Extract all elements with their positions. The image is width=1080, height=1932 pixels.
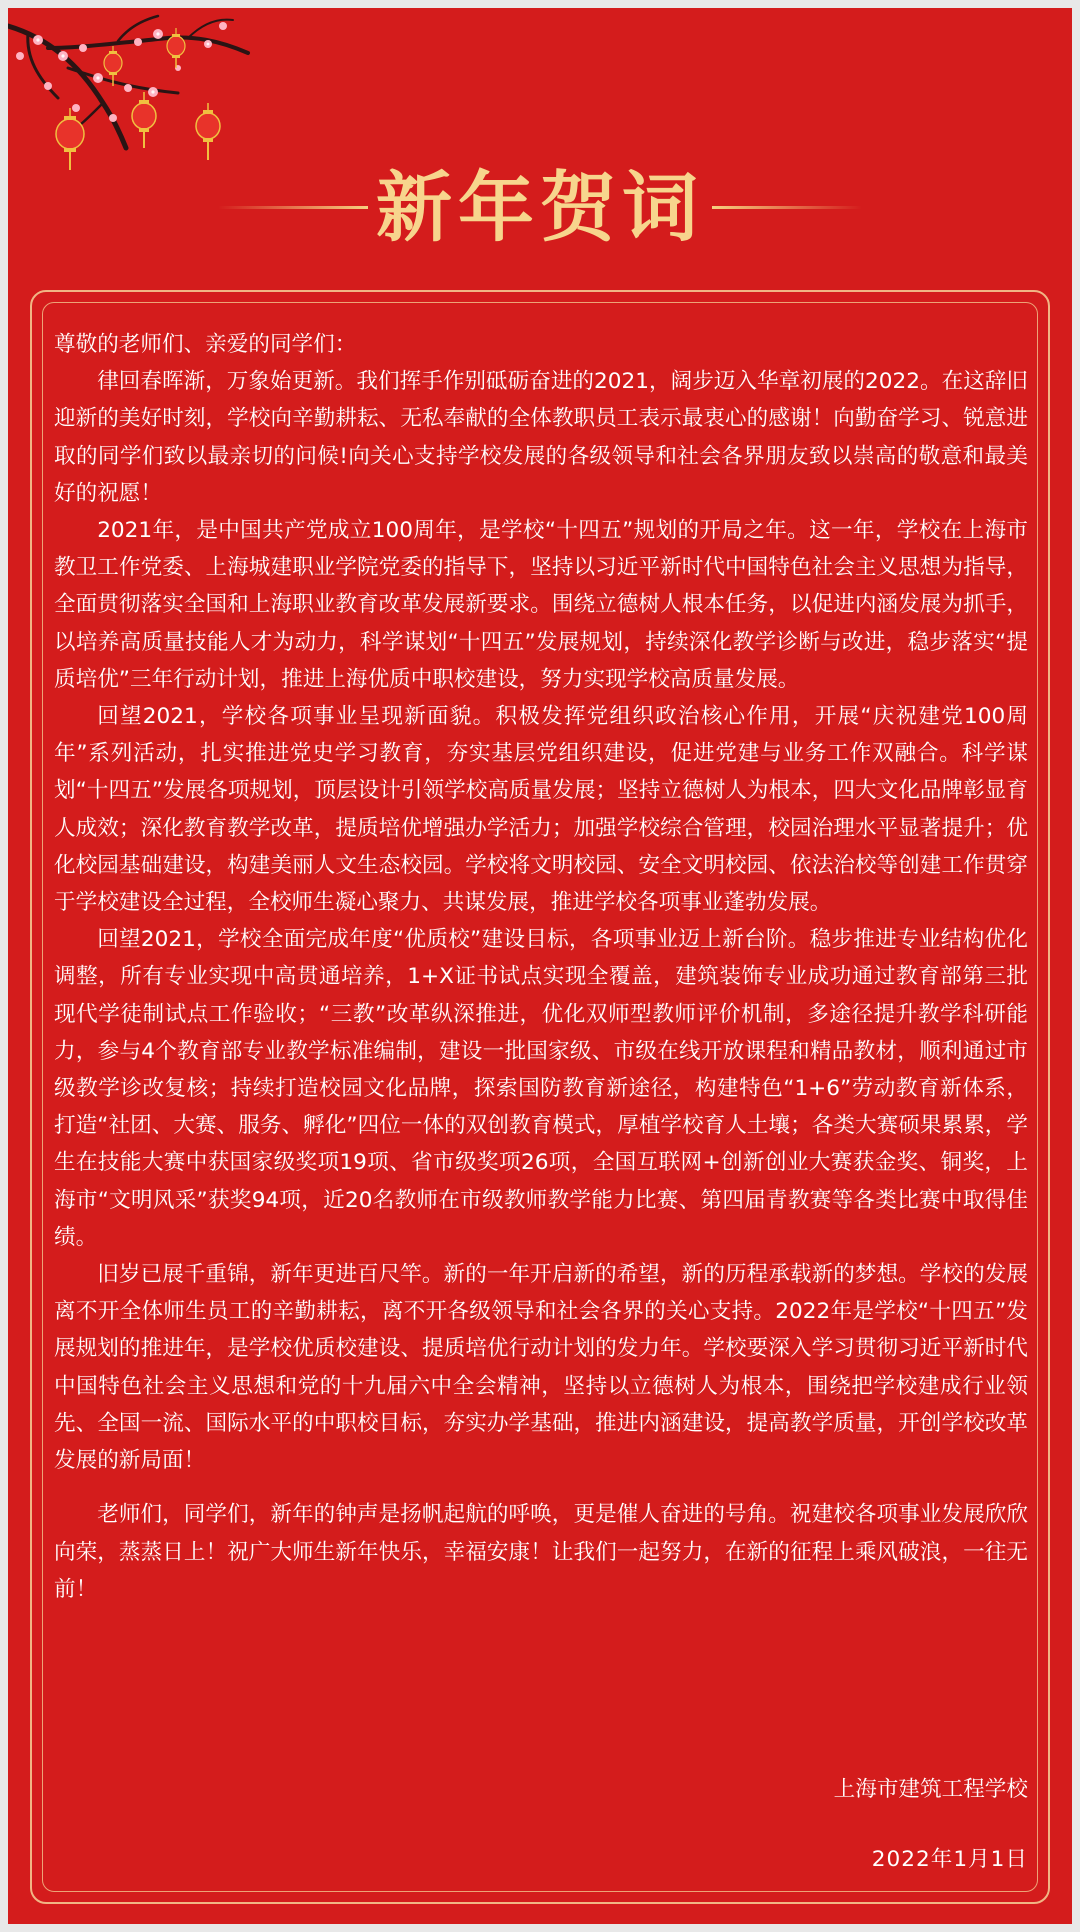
title-row [8,158,1072,258]
signature-date: 2022年1月1日 [871,1847,1028,1872]
paragraph-2: 2021年，是中国共产党成立100周年，是学校“十四五”规划的开局之年。这一年，学校在上海市教卫工作党委、上海城建职业学院党委的指导下，坚持以习近平新时代中国特色社会主义思想为指导，全面贯彻落实全国和上海职业教育改革发展新要求。围绕立德树人根本任务，以促进内涵发展为抓手，以培养高质量技能人才为动力，科学谋划“十四五”发展规划，持续深化教学诊断与改进，稳步落实“提质培优”三年行动计划，推进上海优质中职校建设，努力实现学校高质量发展。 [54,518,1028,692]
signature-organization: 上海市建筑工程学校 [833,1777,1028,1802]
paragraph-5: 旧岁已展千重锦，新年更进百尺竿。新的一年开启新的希望，新的历程承载新的梦想。学校的发展离不开全体师生员工的辛勤耕耘，离不开各级领导和社会各界的关心支持。2022年是学校“十四五”发展规划的推进年，是学校优质校建设、提质培优行动计划的发力年。学校要深入学习贯彻习近平新时代中国特色社会主义思想和党的十九届六中全会精神，坚持以立德树人为根本，围绕把学校建成行业领先、全国一流、国际水平的中职校目标，夯实办学基础，推进内涵建设，提高教学质量，开创学校改革发展的新局面！ [54,1262,1028,1474]
paragraph-3: 回望2021，学校各项事业呈现新面貌。积极发挥党组织政治核心作用，开展“庆祝建党100周年”系列活动，扎实推进党史学习教育，夯实基层党组织建设，促进党建与业务工作双融合。科学谋划“十四五”发展各项规划，顶层设计引领学校高质量发展；坚持立德树人为根本，四大文化品牌彰显育人成效；深化教育教学改革，提质培优增强办学活力；加强学校综合管理，校园治理水平显著提升；优化校园基础建设，构建美丽人文生态校园。学校将文明校园、安全文明校园、依法治校等创建工作贯穿于学校建设全过程，全校师生凝心聚力、共谋发展，推进学校各项事业蓬勃发展。 [54,704,1028,916]
paragraph-4: 回望2021，学校全面完成年度“优质校”建设目标，各项事业迈上新台阶。稳步推进专业结构优化调整，所有专业实现中高贯通培养，1+X证书试点实现全覆盖，建筑装饰专业成功通过教育部第三批现代学徒制试点工作验收；“三教”改革纵深推进，优化双师型教师评价机制，多途径提升教学科研能力，参与4个教育部专业教学标准编制，建设一批国家级、市级在线开放课程和精品教材，顺利通过市级教学诊改复核；持续打造校园文化品牌，探索国防教育新途径，构建特色“1+6”劳动教育新体系，打造“社团、大赛、服务、孵化”四位一体的双创教育模式，厚植学校育人土壤；各类大赛硕果累累，学生在技能大赛中获国家级奖项19项、省市级奖项26项，全国互联网+创新创业大赛获金奖、铜奖，上海市“文明风采”获奖94项，近20名教师在市级教师教学能力比赛、第四届青教赛等各类比赛中取得佳绩。 [54,927,1028,1250]
salutation: 尊敬的老师们、亲爱的同学们： [54,332,357,357]
letter-body [54,326,1028,1608]
paragraph-1: 律回春晖渐，万象始更新。我们挥手作别砥砺奋进的2021，阔步迈入华章初展的2022。在这辞旧迎新的美好时刻，学校向辛勤耕耘、无私奉献的全体教职员工表示最衷心的感谢！向勤奋学习、锐意进取的同学们致以最亲切的问候!向关心支持学校发展的各级领导和社会各界朋友致以崇高的敬意和最美好的祝愿！ [54,369,1028,506]
page-title: 新年贺词 [376,163,704,252]
title-divider-right [712,206,862,209]
paragraph-6: 老师们，同学们，新年的钟声是扬帆起航的呼唤，更是催人奋进的号角。祝建校各项事业发展欣欣向荣，蒸蒸日上！祝广大师生新年快乐，幸福安康！让我们一起努力，在新的征程上乘风破浪，一往无前！ [54,1502,1028,1602]
greeting-poster [8,8,1072,1924]
title-divider-left [218,206,368,209]
